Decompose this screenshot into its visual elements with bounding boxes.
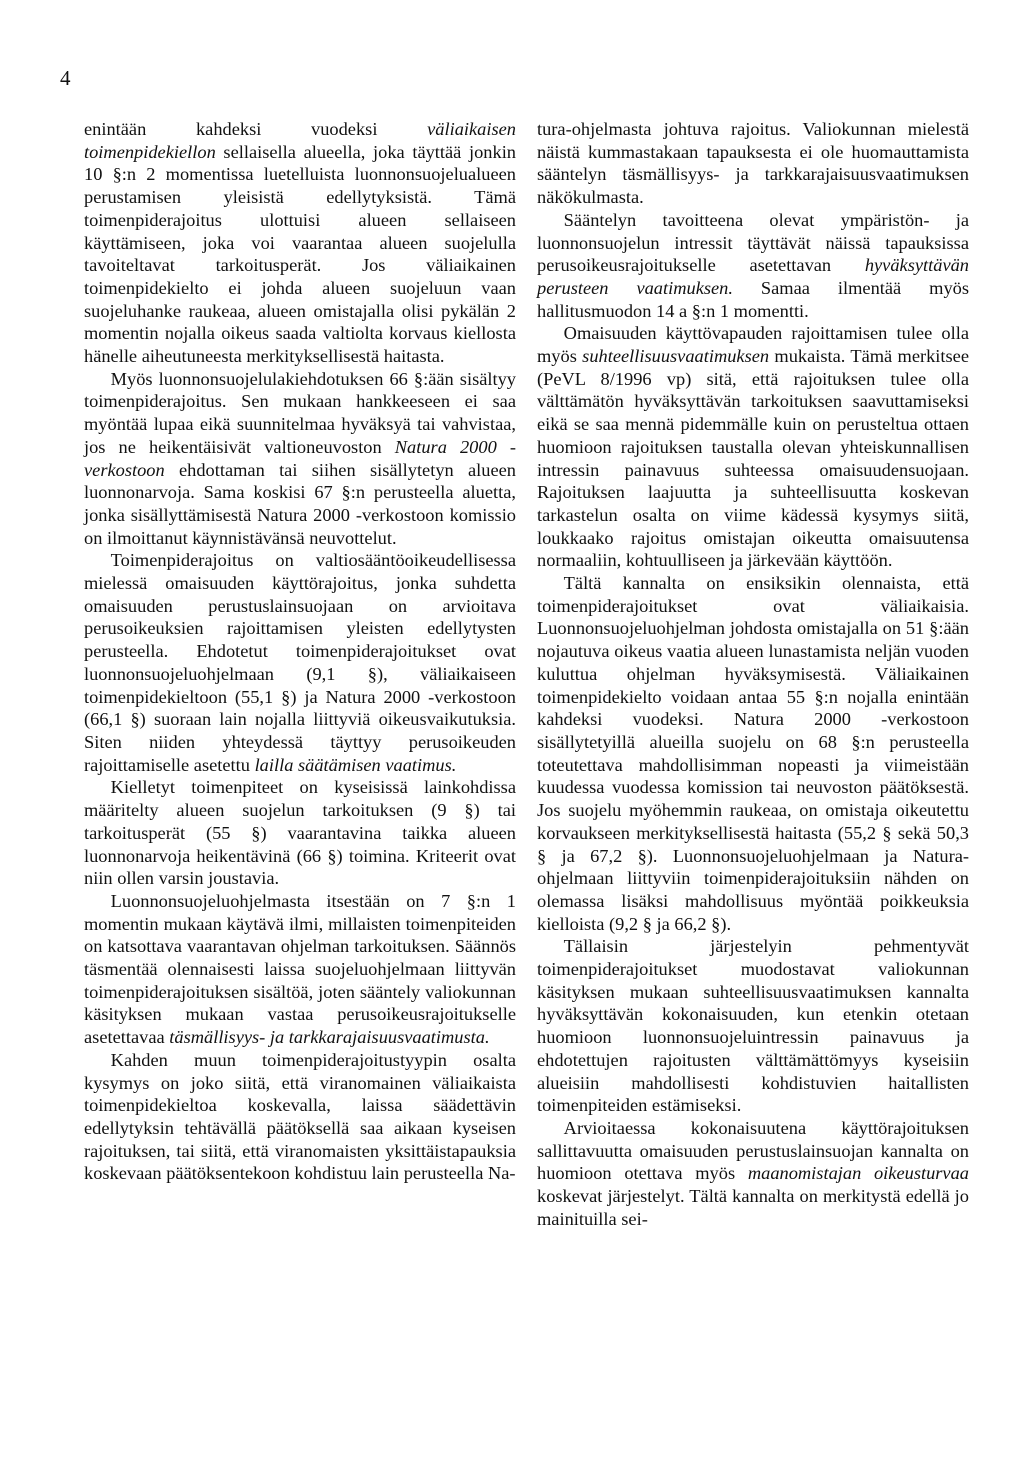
text-run: Samaa ilmentää myös hallitusmuodon 14 a §:n 1 momentti. [537, 277, 969, 321]
paragraph [537, 572, 969, 935]
text-run: Arvioitaessa kokonaisuutena käyttörajoituksen sallittavuutta omaisuuden perustuslainsuojan kannalta on huomioon otettava myös [537, 1117, 969, 1184]
text-run: tura-ohjelmasta johtuva rajoitus. Valiokunnan mielestä näistä kummastakaan tapauksesta ei ole huomauttamista sääntelyn täsmällisyys- ja tarkkarajaisuusvaatimuksen näkökulmasta. [537, 119, 969, 208]
paragraph [84, 118, 516, 368]
text-run: sellaisella alueella, joka täyttää jonkin 10 §:n 2 momentissa luetelluista luonnonsuojelualueen perustamisen yleisistä edellytyksistä. Tämä toimenpiderajoitus ulottuisi alueen sellaiseen käyttämiseen, joka voi vaarantaa alueen suojelulla tavoiteltavat tarkoitusperät. Jos väliaikainen toimenpidekielto ei johda alueen suojeluun vaan suojeluhanke raukeaa, alueen omistajalla olisi pykälän 2 momentin nojalla oikeus saada valtiolta korvaus kiellosta hänelle aiheutuneesta merkityksellisestä haitasta. [84, 141, 516, 367]
paragraph [537, 1117, 969, 1231]
italic-term: väliaikaisen toimenpidekiellon [84, 119, 516, 162]
italic-term: täsmällisyys- ja tarkkarajaisuusvaatimusta. [169, 1027, 490, 1048]
italic-term: Natura 2000 -verkostoon [84, 436, 516, 480]
italic-term: suhteellisuusvaatimuksen [582, 346, 770, 367]
page-number: 4 [60, 66, 71, 90]
paragraph [537, 118, 969, 209]
text-run: Myös luonnonsuojelulakiehdotuksen 66 §:ään sisältyy toimenpiderajoitus. Sen mukaan hankkeeseen ei saa myöntää lupaa eikä suunnitelmaa hyväksyä tai vahvistaa, jos ne heikentäisivät valtioneuvoston [84, 368, 516, 457]
text-run: Tältä kannalta on ensiksikin olennaista, että toimenpiderajoitukset ovat väliaikaisia. Luonnonsuojeluohjelman johdosta omistajalla on 51 §:ään nojautuva oikeus vaatia alueen lunastamista neljän vuoden kuluttua ohjelman hyväksymisestä. Väliaikainen toimenpidekielto voidaan antaa 55 §:n nojalla enintään kahdeksi vuodeksi. Natura 2000 -verkostoon sisällytetyillä alueilla suojelu on 68 §:n perusteella toteutettava mahdollisimman nopeasti ja viimeistään kuudessa vuodessa komission tai neuvoston päätöksestä. Jos suojelu myöhemmin raukeaa, on omistaja oikeutettu korvaukseen merkityksellisestä haitasta (55,2 § sekä 50,3 § ja 67,2 §). Luonnonsuojeluohjelmaan ja Natura-ohjelmaan liittyviin toimenpiderajoituksiin nähden on olemassa lisäksi mahdollisuus myöntää poikkeuksia kielloista (9,2 § ja 66,2 §). [537, 573, 969, 934]
text-run: Toimenpiderajoitus on valtiosääntöoikeudellisessa mielessä omaisuuden käyttörajoitus, jonka suhdetta omaisuuden perustuslainsuojaan on arvioitava perusoikeuksien rajoittamisen yleisten edellytysten perusteella. Ehdotetut toimenpiderajoitukset ovat luonnonsuojeluohjelmaan (9,1 §), väliaikaiseen toimenpidekieltoon (55,1 §) ja Natura 2000 -verkostoon (66,1 §) suoraan lain nojalla liittyviä oikeusvaikutuksia. Siten niiden yhteydessä täyttyy perusoikeuden rajoittamiselle asetettu [84, 550, 516, 775]
paragraph [84, 549, 516, 776]
paragraph [84, 1049, 516, 1185]
text-run: ehdottaman tai siihen sisällytetyn alueen luonnonarvoja. Sama koskisi 67 §:n perusteella aluetta, jonka sisällyttämisestä Natura 2000 -verkostoon komissio on ilmoittanut käynnistävänsä neuvottelut. [84, 459, 516, 548]
text-run: Tällaisin järjestelyin pehmentyvät toimenpiderajoitukset muodostavat valiokunnan käsityksen mukaan suhteellisuusvaatimuksen kannalta hyväksyttävän kokonaisuuden, kun etenkin otetaan huomioon luonnonsuojeluintressin painavuus ja ehdotettujen rajoitusten välttämättömyys kyseisiin alueisiin mahdollisesti kohdistuvien haitallisten toimenpiteiden estämiseksi. [537, 936, 969, 1116]
paragraph [537, 935, 969, 1117]
left-column [84, 118, 516, 1185]
text-run: mukaista. Tämä merkitsee (PeVL 8/1996 vp) sitä, että rajoituksen tulee olla välttämätön hyväksyttävän tarkoituksen saavuttamiseksi eikä se saa mennä pidemmälle kuin on perusteltua ottaen huomioon rajoituksen taustalla olevan yhteiskunnallisen intressin painavuus suhteessa omaisuudensuojaan. Rajoituksen laajuutta ja suhteellisuutta koskevan tarkastelun osalta on viime kädessä kysymys siitä, loukkaako rajoitus omistajan oikeutta omaisuutensa normaaliin, kohtuulliseen ja järkevään käyttöön. [537, 346, 970, 571]
text-run: Luonnonsuojeluohjelmasta itsestään on 7 §:n 1 momentin mukaan käytävä ilmi, millaisten toimenpiteiden on katsottava vaarantavan ohjelman tarkoituksen. Säännös täsmentää olennaisesti laissa suojeluohjelmaan liittyvän toimenpiderajoituksen sisältöä, joten sääntely valiokunnan käsityksen mukaan vastaa perusoikeusrajoitukselle asetettavaa [84, 890, 516, 1048]
text-run: Omaisuuden käyttövapauden rajoittamisen tulee olla myös [537, 323, 969, 367]
right-column [537, 118, 969, 1230]
text-run: Sääntelyn tavoitteena olevat ympäristön- ja luonnonsuojelun intressit täyttävät näissä tapauksissa perusoikeusrajoitukselle asetettavan [537, 209, 969, 276]
text-run: Kielletyt toimenpiteet on kyseisissä lainkohdissa määritelty alueen suojelun tarkoituksen (9 §) tai tarkoitusperät (55 §) vaarantavina taikka alueen luonnonarvoja heikentävinä (66 §) toimina. Kriteerit ovat niin ollen varsin joustavia. [84, 777, 516, 889]
text-run: koskevat järjestelyt. Tältä kannalta on merkitystä edellä jo mainituilla sei- [537, 1186, 969, 1229]
paragraph [537, 322, 969, 572]
text-run: enintään kahdeksi vuodeksi [84, 119, 428, 139]
text-run: Kahden muun toimenpiderajoitustyypin osalta kysymys on joko siitä, että viranomainen väliaikaista toimenpidekieltoa koskevalla, laissa säädettävin edellytyksin tehtävällä päätöksellä saa aikaan kyseisen rajoituksen, tai siitä, että viranomaisten yksittäistapauksia koskevaan päätöksentekoon kohdistuu lain perusteella Na- [84, 1049, 516, 1184]
paragraph [84, 368, 516, 550]
paragraph [84, 890, 516, 1049]
italic-term: maanomistajan oikeusturvaa [747, 1163, 969, 1184]
paragraph [84, 776, 516, 890]
italic-term: hyväksyttävän perusteen vaatimuksen. [537, 255, 969, 298]
italic-term: lailla säätämisen vaatimus. [254, 754, 457, 775]
paragraph [537, 209, 969, 323]
